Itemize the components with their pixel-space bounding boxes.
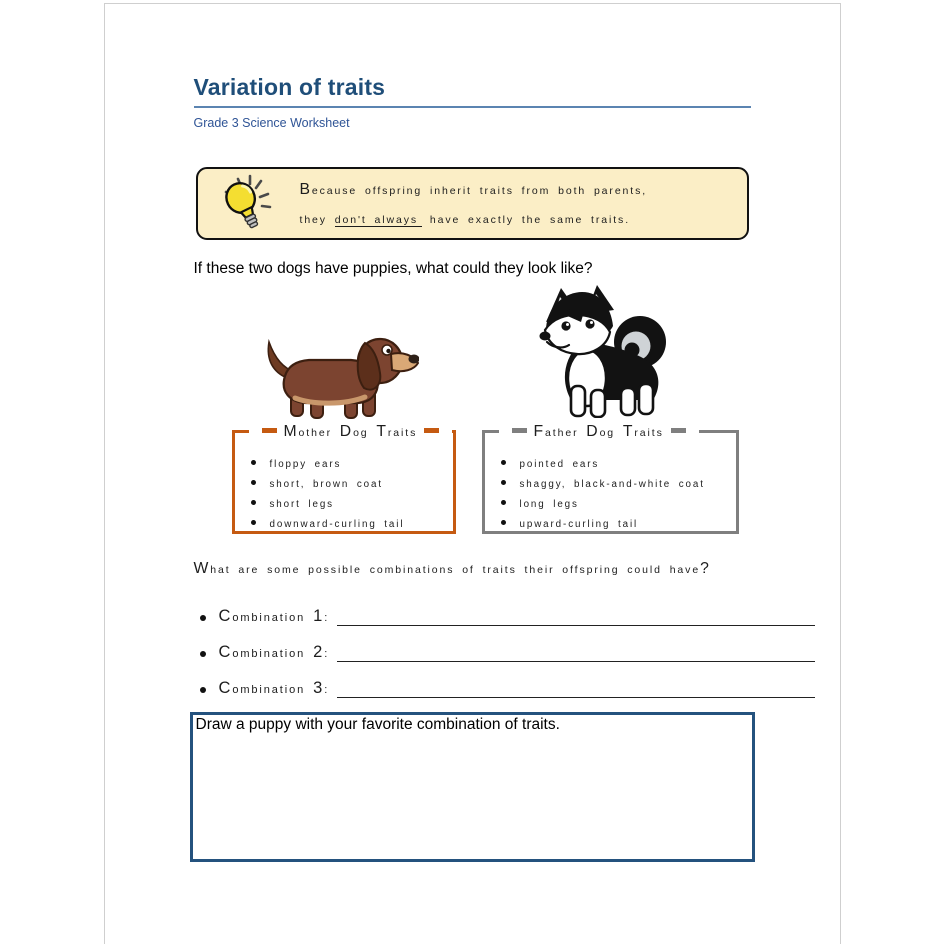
combination-row xyxy=(200,594,820,630)
father-traits-panel xyxy=(482,423,739,534)
combination-label: Combination 3: xyxy=(218,679,330,697)
trait-item xyxy=(245,493,453,513)
combination-label: Combination 1: xyxy=(218,607,330,625)
mother-traits-title: Mother Dog Traits xyxy=(283,423,418,440)
legend-dash xyxy=(671,428,686,433)
legend-dash xyxy=(424,428,439,433)
father-traits-list xyxy=(485,433,736,533)
trait-item xyxy=(245,453,453,473)
mother-dog-image xyxy=(261,328,419,420)
hint-line-2-after: have exactly the same traits. xyxy=(422,213,631,226)
worksheet-page xyxy=(104,3,841,944)
combination-row xyxy=(200,666,820,702)
trait-item xyxy=(495,493,736,513)
combinations-question xyxy=(194,560,711,578)
bullet-icon xyxy=(200,687,206,693)
trait-text: short, brown coat xyxy=(269,479,383,490)
drawing-area[interactable] xyxy=(190,712,755,862)
combination-answer-line[interactable] xyxy=(337,612,814,626)
drawing-prompt: Draw a puppy with your favorite combination of traits. xyxy=(195,716,560,733)
hint-text xyxy=(300,174,648,234)
combinations-question-text: What are some possible combinations of traits their offspring could have? xyxy=(193,560,711,577)
trait-text: long legs xyxy=(519,499,579,510)
hint-line-1: Because offspring inherit traits from both parents, xyxy=(299,180,648,198)
hint-line-2-before: they xyxy=(299,213,335,226)
trait-text: short legs xyxy=(269,499,334,510)
combination-label: Combination 2: xyxy=(218,643,330,661)
trait-item xyxy=(245,473,453,493)
trait-text: downward-curling tail xyxy=(269,519,405,530)
lightbulb-icon xyxy=(214,173,276,235)
mother-traits-list xyxy=(235,433,453,533)
combination-row xyxy=(200,630,820,666)
intro-question: If these two dogs have puppies, what could they look like? xyxy=(193,260,593,277)
trait-text: floppy ears xyxy=(269,459,342,470)
hint-line-2-underlined: don't always xyxy=(335,214,422,227)
bullet-icon xyxy=(200,615,206,621)
trait-item xyxy=(495,513,736,533)
father-traits-title: Father Dog Traits xyxy=(533,423,664,440)
mother-traits-panel xyxy=(232,423,456,534)
page-subtitle: Grade 3 Science Worksheet xyxy=(193,116,350,130)
bullet-icon xyxy=(200,651,206,657)
trait-item xyxy=(245,513,453,533)
hint-callout xyxy=(196,167,749,240)
mother-traits-title-wrap xyxy=(249,422,453,443)
legend-dash xyxy=(262,428,277,433)
father-dog-image xyxy=(533,284,673,418)
title-divider xyxy=(194,106,751,108)
combination-answer-line[interactable] xyxy=(337,684,814,698)
trait-text: upward-curling tail xyxy=(519,519,639,530)
father-traits-title-wrap xyxy=(499,422,699,443)
combination-answer-line[interactable] xyxy=(337,648,814,662)
combinations-list xyxy=(200,594,820,702)
trait-text: pointed ears xyxy=(519,459,600,470)
trait-text: shaggy, black-and-white coat xyxy=(519,479,705,490)
page-title: Variation of traits xyxy=(193,74,386,100)
trait-item xyxy=(495,453,736,473)
legend-dash xyxy=(512,428,527,433)
trait-item xyxy=(495,473,736,493)
